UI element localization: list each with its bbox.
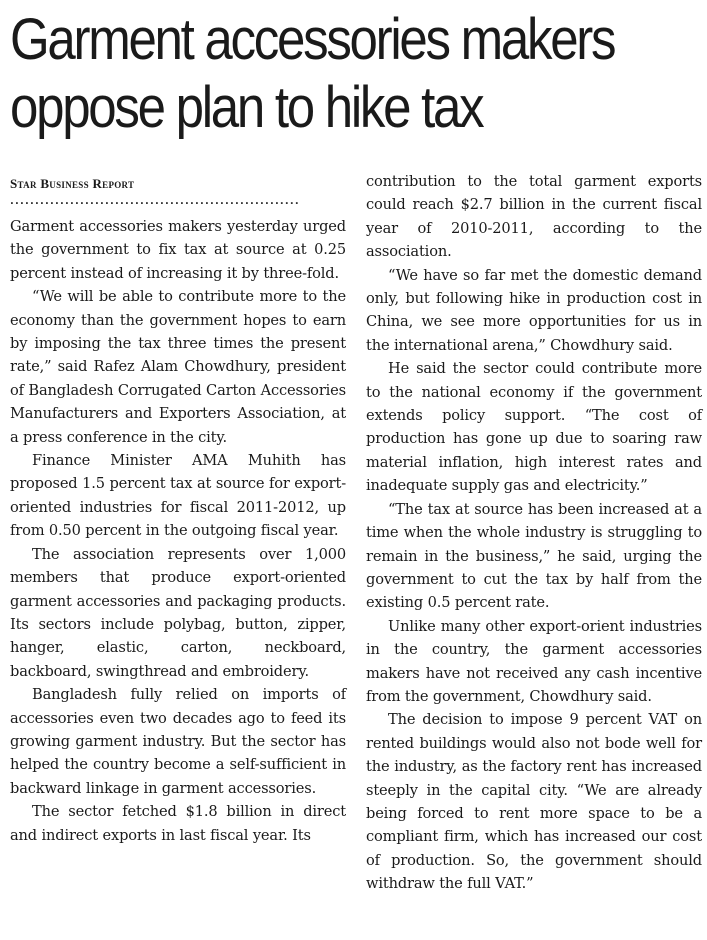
paragraph: contribution to the total garment exports could reach $2.7 billion in the current fiscal year of 2010-2011, according to the association. — [366, 173, 702, 261]
paragraph: The association represents over 1,000 members that produce export-oriented garment accessories and packaging products. Its sectors include polybag, button, zipper, hanger, elastic, carton, neckboard, backboard, swingthread and embroidery. — [10, 545, 346, 680]
paragraph: The sector fetched $1.8 billion in direct and indirect exports in last fiscal year. Its — [10, 803, 346, 844]
headline-line-1: Garment accessories makers — [10, 7, 615, 72]
paragraph: The decision to impose 9 percent VAT on rented buildings would also not bode well for the industry, as the factory rent has increased steeply in the capital city. “We are already being forced to rent more space to be a compliant firm, which has increased our cost of production. So, the government should withdraw the full VAT.” — [366, 711, 702, 893]
paragraph: “We will be able to contribute more to the economy than the government hopes to earn by imposing the tax three times the present rate,” said Rafez Alam Chowdhury, president of Bangladesh Corrugated Carton Accessories Manufacturers and Exporters Association, at a press conference in the city. — [10, 288, 346, 446]
paragraph: Bangladesh fully relied on imports of accessories even two decades ago to feed its growing garment industry. But the sector has helped the country become a self-sufficient in backward linkage in garment accessories. — [10, 686, 346, 797]
byline-separator: .......................................................... — [10, 196, 300, 207]
headline — [10, 6, 617, 142]
paragraph: Finance Minister AMA Muhith has proposed 1.5 percent tax at source for export-oriented industries for fiscal 2011-2012, up from 0.50 percent in the outgoing fiscal year. — [10, 452, 346, 540]
paragraph: He said the sector could contribute more to the national economy if the government extends policy support. “The cost of production has gone up due to soaring raw material inflation, high interest rates and inadequate supply gas and electricity.” — [366, 360, 702, 495]
byline: Star Business Report — [10, 176, 135, 191]
paragraph: “We have so far met the domestic demand only, but following hike in production cost in China, we see more opportunities for us in the international arena,” Chowdhury said. — [366, 266, 702, 354]
paragraph: “The tax at source has been increased at a time when the whole industry is struggling to remain in the business,” he said, urging the government to cut the tax by half from the existing 0.5 percent rate. — [366, 500, 702, 612]
paragraph: Unlike many other export-orient industries in the country, the garment accessories makers have not received any cash incentive from the government, Chowdhury said. — [366, 617, 702, 705]
paragraph: Garment accessories makers yesterday urged the government to fix tax at source at 0.25 percent instead of increasing it by three-fold. — [10, 218, 346, 282]
headline-line-2: oppose plan to hike tax — [10, 75, 483, 140]
article-column-right — [366, 170, 702, 896]
article-column-left — [10, 170, 346, 847]
